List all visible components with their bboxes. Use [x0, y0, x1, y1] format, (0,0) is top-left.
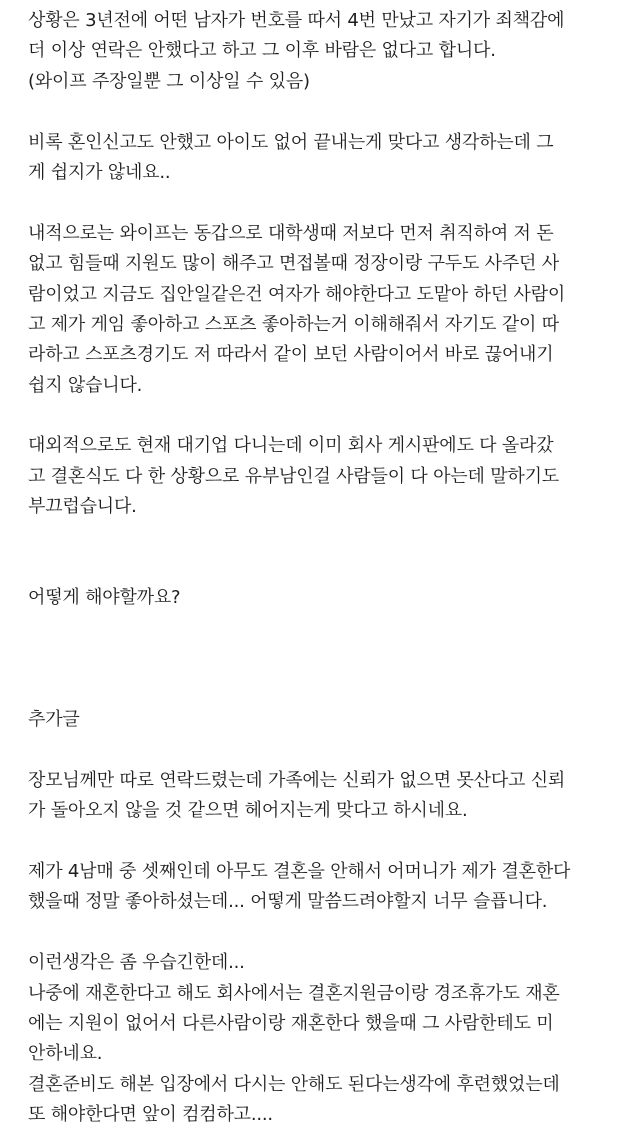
paragraph-situation [28, 6, 638, 97]
paragraph-hard-to-end [28, 128, 638, 189]
text-line: 더 이상 연락은 안했다고 하고 그 이후 바람은 없다고 합니다. [28, 40, 496, 62]
text-line: 고 제가 게임 좋아하고 스포츠 좋아하는거 이해해줘서 자기도 같이 따 [28, 313, 559, 335]
text-line: 쉽지 않습니다. [28, 374, 143, 396]
text-line: 장모님께만 따로 연락드렸는데 가족에는 신뢰가 없으면 못산다고 신뢰 [28, 769, 566, 791]
paragraph-mother-in-law [28, 766, 638, 827]
paragraph-internal [28, 219, 638, 401]
text-line: 또 해야한다면 앞이 컴컴하고.... [28, 1104, 273, 1126]
paragraph-remarriage [28, 948, 638, 1130]
text-line: 상황은 3년전에 어떤 남자가 번호를 따서 4번 만났고 자기가 죄책감에 [28, 10, 565, 31]
text-line: 이런생각은 좀 우습긴한데... [28, 952, 245, 974]
paragraph-external [28, 431, 638, 522]
text-line: 고 결혼식도 다 한 상황으로 유부남인걸 사람들이 다 아는데 말하기도 [28, 465, 559, 487]
text-line: (와이프 주장일뿐 그 이상일 수 있음) [28, 70, 310, 92]
paragraph-family [28, 857, 638, 918]
addendum-heading: 추가글 [28, 708, 80, 730]
text-line: 없고 힘들때 지원도 많이 해주고 면접볼때 정장이랑 구두도 사주던 사 [28, 253, 559, 275]
text-line: 대외적으로도 현재 대기업 다니는데 이미 회사 게시판에도 다 올라갔 [28, 435, 554, 457]
text-line: 나중에 재혼한다고 해도 회사에서는 결혼지원금이랑 경조휴가도 재혼 [28, 982, 560, 1004]
post-body [28, 6, 638, 1130]
text-line: 했을때 정말 좋아하셨는데... 어떻게 말씀드려야할지 너무 슬픕니다. [28, 891, 548, 913]
text-line: 람이었고 지금도 집안일같은건 여자가 해야한다고 도맡아 하던 사람이 [28, 283, 566, 305]
text-line: 안하네요. [28, 1043, 103, 1065]
text-line: 에는 지원이 없어서 다른사람이랑 재혼한다 했을때 그 사람한테도 미 [28, 1012, 554, 1034]
text-line: 제가 4남매 중 셋째인데 아무도 결혼을 안해서 어머니가 제가 결혼한다 [28, 860, 571, 882]
text-line: 라하고 스포츠경기도 저 따라서 같이 보던 사람이어서 바로 끊어내기 [28, 344, 554, 366]
question-line: 어떻게 해야할까요? [28, 587, 181, 609]
text-line: 게 쉽지가 않네요.. [28, 161, 171, 183]
text-line: 내적으로는 와이프는 동갑으로 대학생때 저보다 먼저 취직하여 저 돈 [28, 222, 554, 244]
text-line: 결혼준비도 해본 입장에서 다시는 안해도 된다는생각에 후련했었는데 [28, 1073, 560, 1095]
text-line: 가 돌아오지 않을 것 같으면 헤어지는게 맞다고 하시네요. [28, 800, 468, 822]
text-line: 부끄럽습니다. [28, 496, 137, 518]
text-line: 비록 혼인신고도 안했고 아이도 없어 끝내는게 맞다고 생각하는데 그 [28, 131, 554, 153]
